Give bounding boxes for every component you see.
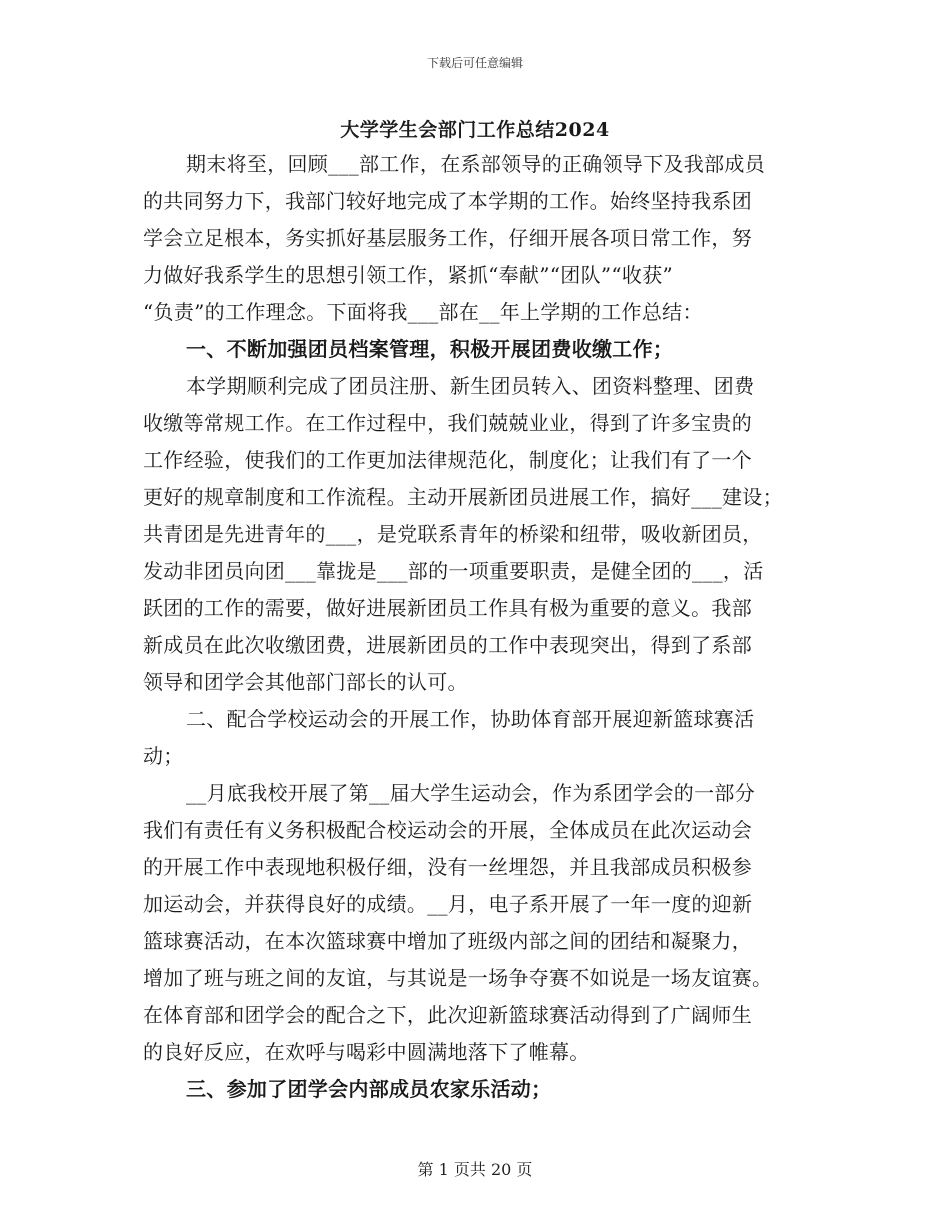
body-line: 本学期顺利完成了团员注册、新生团员转入、团资料整理、团费 [186,374,755,398]
body-line: 力做好我系学生的思想引领工作，紧抓“奉献”“团队”“收获” [143,263,674,287]
body-line: 工作经验，使我们的工作更加法律规范化，制度化；让我们有了一个 [143,448,752,472]
header-note: 下载后可任意编辑 [426,56,523,70]
document-body [143,146,807,1108]
section-heading-1: 一、不断加强团员档案管理，积极开展团费收缴工作； [186,337,674,361]
page-footer: 第 1 页共 20 页 [417,1160,533,1179]
section-heading-2: 二、配合学校运动会的开展工作，协助体育部开展迎新篮球赛活 [186,707,755,731]
body-line: 期末将至，回顾___部工作，在系部领导的正确领导下及我部成员 [186,152,765,176]
body-line: 学会立足根本，务实抓好基层服务工作，仔细开展各项日常工作，努 [143,226,752,250]
body-line: 加运动会，并获得良好的成绩。__月，电子系开展了一年一度的迎新 [143,892,753,916]
body-line: “负责”的工作理念。下面将我___部在__年上学期的工作总结： [143,300,703,324]
body-line: 共青团是先进青年的___，是党联系青年的桥梁和纽带，吸收新团员， [143,522,763,546]
body-line: 在体育部和团学会的配合之下，此次迎新篮球赛活动得到了广阔师生 [143,1003,752,1027]
body-line: 篮球赛活动，在本次篮球赛中增加了班级内部之间的团结和凝聚力， [143,929,752,953]
body-line: 的开展工作中表现地积极仔细，没有一丝埋怨，并且我部成员积极参 [143,855,752,879]
body-line: 领导和团学会其他部门部长的认可。 [143,670,468,694]
section-heading-3: 三、参加了团学会内部成员农家乐活动； [186,1077,552,1101]
body-line: 发动非团员向团___靠拢是___部的一项重要职责，是健全团的___，活 [143,559,764,583]
document-title: 大学学生会部门工作总结2024 [340,119,610,141]
body-line: 跃团的工作的需要，做好进展新团员工作具有极为重要的意义。我部 [143,596,752,620]
body-line: 的共同努力下，我部门较好地完成了本学期的工作。始终坚持我系团 [143,189,752,213]
body-line: 的良好反应，在欢呼与喝彩中圆满地落下了帷幕。 [143,1040,590,1064]
body-line: 收缴等常规工作。在工作过程中，我们兢兢业业，得到了许多宝贵的 [143,411,752,435]
body-line: 增加了班与班之间的友谊，与其说是一场争夺赛不如说是一场友谊赛。 [143,966,773,990]
body-line: 更好的规章制度和工作流程。主动开展新团员进展工作，搞好___建设； [143,485,783,509]
body-line: 新成员在此次收缴团费，进展新团员的工作中表现突出，得到了系部 [143,633,752,657]
body-line: __月底我校开展了第__届大学生运动会，作为系团学会的一部分 [186,781,755,805]
section-heading-2-cont: 动； [143,744,184,768]
body-line: 我们有责任有义务积极配合校运动会的开展，全体成员在此次运动会 [143,818,752,842]
